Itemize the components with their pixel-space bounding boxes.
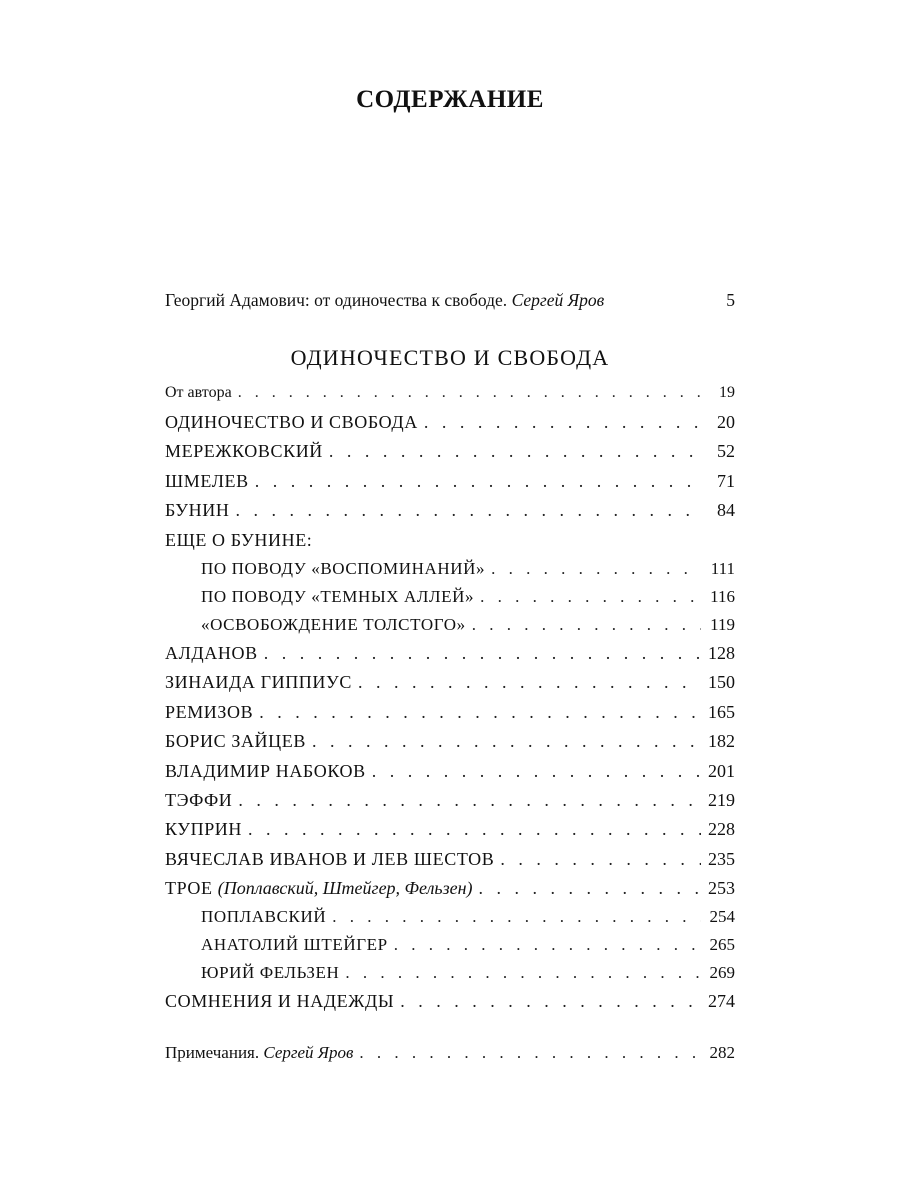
toc-entry-label: ЮРИЙ ФЕЛЬЗЕН <box>201 963 340 983</box>
intro-entry-page: 5 <box>726 290 735 310</box>
dot-leader <box>329 441 701 462</box>
toc-entry <box>165 500 735 529</box>
dot-leader <box>255 471 701 492</box>
toc-entry-page: 265 <box>709 935 735 955</box>
toc-entry-page: 235 <box>708 848 735 869</box>
toc-entry-page: 128 <box>708 642 735 663</box>
dot-leader <box>500 849 701 870</box>
toc-subentry <box>165 615 735 643</box>
toc-entry-label: ВЯЧЕСЛАВ ИВАНОВ И ЛЕВ ШЕСТОВ <box>165 848 495 869</box>
toc-entry-label: От автора <box>165 384 232 401</box>
dot-leader <box>259 702 701 723</box>
dot-leader <box>372 761 701 782</box>
toc-entry-from-author <box>165 384 735 412</box>
toc-entry-page: 71 <box>717 470 735 491</box>
toc-entry-label: КУПРИН <box>165 819 242 840</box>
toc-entry-page: 165 <box>708 701 735 722</box>
page-title: СОДЕРЖАНИЕ <box>356 86 544 113</box>
dot-leader <box>400 991 701 1012</box>
toc-entry-page: 253 <box>708 878 735 899</box>
notes-author: Сергей Яров <box>263 1042 354 1062</box>
toc-entry-label: АЛДАНОВ <box>165 642 258 663</box>
toc-entry-page: 52 <box>717 441 735 462</box>
toc-entry-page: 119 <box>710 614 735 634</box>
toc-entry-label: «ОСВОБОЖДЕНИЕ ТОЛСТОГО» <box>201 614 466 634</box>
toc-entry <box>165 790 735 819</box>
toc-entry-page: 84 <box>717 500 735 521</box>
toc-entry-label <box>165 1043 353 1063</box>
dot-leader <box>394 935 701 955</box>
toc-entry-page: 111 <box>710 558 735 578</box>
dot-leader <box>345 963 701 983</box>
toc-entry-page: 19 <box>719 384 735 401</box>
intro-entry-label <box>165 290 604 311</box>
toc-entry <box>165 878 735 907</box>
dot-leader <box>424 412 701 433</box>
toc-subentry <box>165 907 735 935</box>
toc-entry-page: 201 <box>708 760 735 781</box>
dot-leader <box>491 559 701 579</box>
toc-entry-label: ПО ПОВОДУ «ВОСПОМИНАНИЙ» <box>201 558 486 578</box>
dot-leader <box>472 615 701 635</box>
dot-leader <box>238 384 701 402</box>
toc-entry-label: ПО ПОВОДУ «ТЕМНЫХ АЛЛЕЙ» <box>201 586 475 606</box>
toc-entry-label: ШМЕЛЕВ <box>165 470 249 491</box>
toc-entry-label: ЗИНАИДА ГИППИУС <box>165 672 352 693</box>
intro-entry-author: Сергей Яров <box>511 290 605 310</box>
toc-entry-page: 274 <box>708 991 735 1012</box>
toc-subentry <box>165 559 735 587</box>
dot-leader <box>332 907 701 927</box>
toc-entry-label: ОДИНОЧЕСТВО И СВОБОДА <box>165 412 418 432</box>
toc-group-heading <box>165 530 735 559</box>
toc-entry <box>165 731 735 760</box>
toc-entry <box>165 441 735 470</box>
table-of-contents <box>165 384 735 1072</box>
toc-entry-label: БОРИС ЗАЙЦЕВ <box>165 731 306 752</box>
dot-leader <box>312 731 701 752</box>
dot-leader <box>480 587 701 607</box>
dot-leader <box>359 1043 701 1063</box>
toc-entry-page: 20 <box>717 412 735 432</box>
toc-entry-label: СОМНЕНИЯ И НАДЕЖДЫ <box>165 991 395 1012</box>
toc-entry-notes <box>165 1043 735 1072</box>
dot-leader <box>264 643 701 664</box>
toc-subentry <box>165 935 735 963</box>
toc-entry <box>165 819 735 848</box>
toc-entry-label: МЕРЕЖКОВСКИЙ <box>165 441 323 462</box>
toc-entry-label: ЕЩЕ О БУНИНЕ: <box>165 529 313 550</box>
toc-entry <box>165 849 735 878</box>
toc-entry-page: 116 <box>710 586 735 606</box>
dot-leader <box>235 500 701 521</box>
toc-subentry <box>165 963 735 991</box>
toc-entry-title: ТРОЕ <box>165 878 213 899</box>
dot-leader <box>358 672 701 693</box>
toc-entry-page: 182 <box>708 731 735 752</box>
toc-entry <box>165 471 735 500</box>
toc-entry <box>165 991 735 1020</box>
toc-entry-label: ТЭФФИ <box>165 789 233 810</box>
intro-entry-text: Георгий Адамович: от одиночества к свободе. <box>165 290 508 310</box>
toc-entry-label <box>165 878 473 899</box>
section-title: ОДИНОЧЕСТВО И СВОБОДА <box>290 345 610 370</box>
toc-entry-page: 269 <box>709 963 735 983</box>
toc-entry-label: АНАТОЛИЙ ШТЕЙГЕР <box>201 935 388 955</box>
intro-entry <box>165 290 735 311</box>
toc-subentry <box>165 587 735 615</box>
dot-leader <box>248 819 701 840</box>
toc-entry <box>165 672 735 701</box>
dot-leader <box>479 878 701 899</box>
toc-entry-label: БУНИН <box>165 500 230 521</box>
toc-entry-page: 254 <box>709 907 735 927</box>
toc-entry <box>165 702 735 731</box>
dot-leader <box>238 790 701 811</box>
toc-entry <box>165 643 735 672</box>
toc-entry <box>165 412 735 441</box>
toc-entry-page: 228 <box>708 819 735 840</box>
toc-entry-label: ПОПЛАВСКИЙ <box>201 907 327 927</box>
toc-entry-label: ВЛАДИМИР НАБОКОВ <box>165 760 366 781</box>
notes-label: Примечания. <box>165 1042 260 1062</box>
toc-entry-subtitle: (Поплавский, Штейгер, Фельзен) <box>217 878 473 899</box>
toc-entry-page: 150 <box>708 672 735 693</box>
toc-entry <box>165 761 735 790</box>
toc-entry-label: РЕМИЗОВ <box>165 701 254 722</box>
toc-entry-page: 219 <box>708 789 735 810</box>
toc-entry-page: 282 <box>709 1042 735 1062</box>
